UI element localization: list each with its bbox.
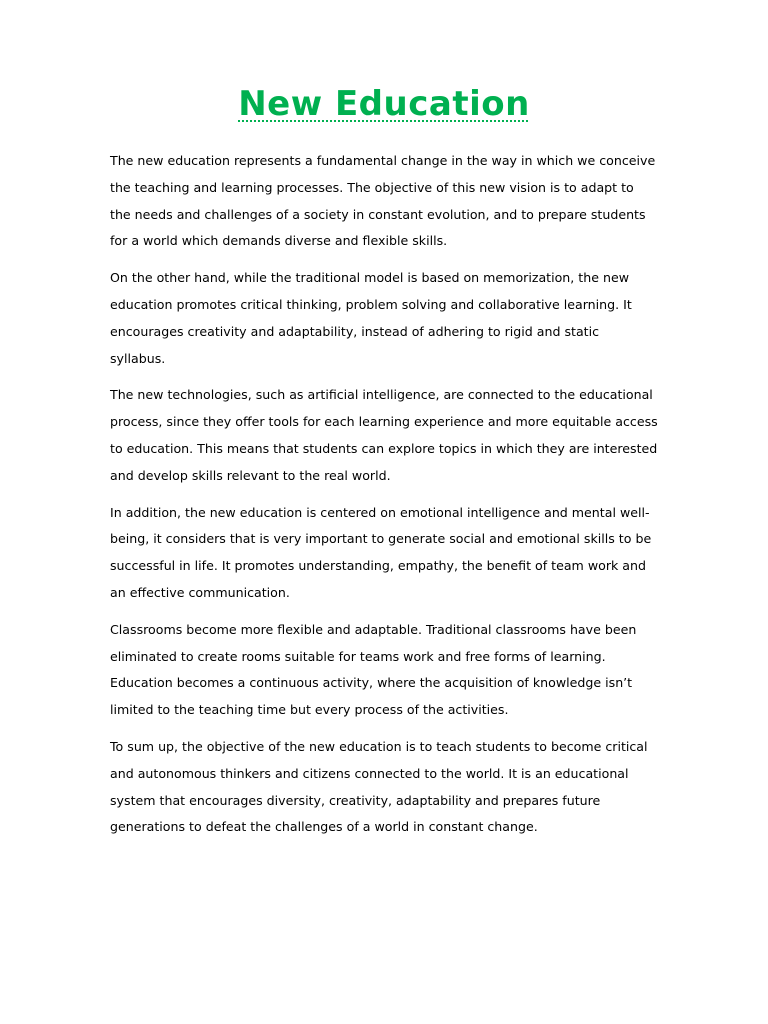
document-body bbox=[110, 148, 658, 851]
title-container bbox=[0, 82, 768, 126]
paragraph-traditional-model: On the other hand, while the traditional model is based on memorization, the new education promotes critical thinking, problem solving and collaborative learning. It encourages creativity and adaptability, instead of adhering to rigid and static syllabus. bbox=[110, 270, 632, 366]
document-title: New Education bbox=[238, 84, 530, 124]
paragraph-intro: The new education represents a fundamental change in the way in which we conceive the teaching and learning processes. The objective of this new vision is to adapt to the needs and challenges of a society in constant evolution, and to prepare students for a world which demands diverse and flexible skills. bbox=[110, 153, 656, 249]
paragraph-conclusion: To sum up, the objective of the new education is to teach students to become critical and autonomous thinkers and citizens connected to the world. It is an educational system that encourages diversity, creativity, adaptability and prepares future generations to defeat the challenges of a world in constant change. bbox=[110, 738, 648, 835]
paragraph-classrooms: Classrooms become more flexible and adaptable. Traditional classrooms have been eliminated to create rooms suitable for teams work and free forms of learning. Education becomes a continuous activity, where the acquisition of knowledge isn’t limited to the teaching time but every process of the activities. bbox=[110, 621, 637, 718]
paragraph-technologies: The new technologies, such as artificial intelligence, are connected to the educational process, since they offer tools for each learning experience and more equitable access to education. This means that students can explore topics in which they are interested and develop skills relevant to the real world. bbox=[110, 387, 658, 483]
paragraph-emotional-intelligence: In addition, the new education is centered on emotional intelligence and mental well-being, it considers that is very important to generate social and emotional skills to be successful in life. It promotes understanding, empathy, the benefit of team work and an effective communication. bbox=[110, 504, 652, 600]
